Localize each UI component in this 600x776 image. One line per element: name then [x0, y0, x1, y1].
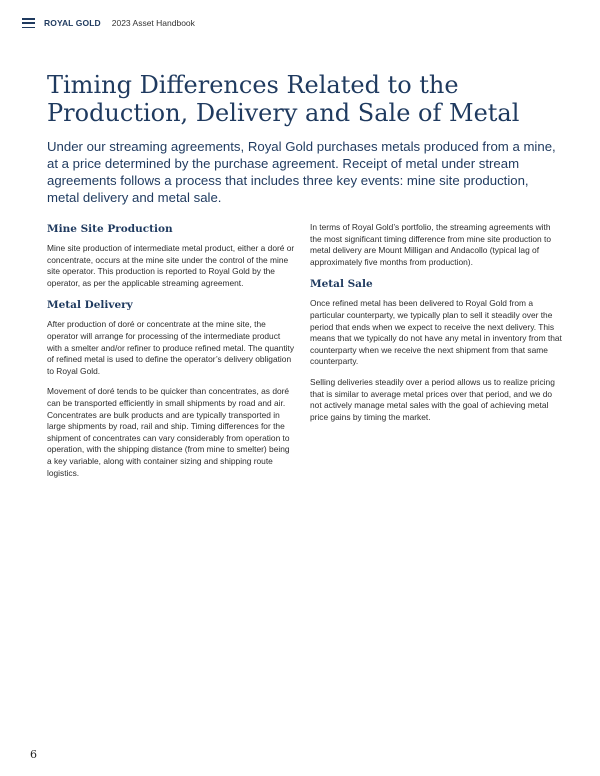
mine-site-production-paragraph: Mine site production of intermediate metal product, either a doré or concentrate, occurs at the mine site under the control of the mine site operator. This production is reported to Royal Gold by the operator, as per the applicable streaming agreement.: [47, 243, 295, 288]
left-column: [47, 222, 295, 488]
page-title: Timing Differences Related to the Production, Delivery and Sale of Metal: [47, 71, 520, 127]
header-bar: [22, 16, 195, 30]
section-heading-metal-sale: Metal Sale: [310, 278, 373, 291]
intro-paragraph: Under our streaming agreements, Royal Gold purchases metals produced from a mine, at a price determined by the purchase agreement. Receipt of metal under stream agreements follows a process that includes three key events: mine site production, metal delivery and metal sale.: [47, 139, 556, 205]
metal-delivery-paragraph-1: After production of doré or concentrate at the mine site, the operator will arrange for processing of the intermediate product with a smelter and/or refiner to produce refined metal. The quantity of refined metal is used to define the operator’s delivery obligation to Royal Gold.: [47, 319, 295, 376]
metal-sale-paragraph-2: Selling deliveries steadily over a period allows us to realize pricing that is similar to average metal prices over that period, and we do not actively manage metal sales with the goal of achieving metal price gains by timing the market.: [310, 376, 555, 422]
metal-delivery-paragraph-2: Movement of doré tends to be quicker than concentrates, as doré can be transported efficiently in small shipments by road and air. Concentrates are bulk products and are typically transported in large shipments by road, rail and ship. Timing differences for the shipment of concentrates can vary considerably from operation to operation, with the shipping distance (from mine to smelter) being a key variable, along with container sizing and shipping route logistics.: [47, 386, 290, 478]
section-heading-mine-site-production: Mine Site Production: [47, 223, 173, 235]
hamburger-menu-icon[interactable]: [22, 18, 35, 28]
portfolio-paragraph: In terms of Royal Gold’s portfolio, the streaming agreements with the most significant timing difference from mine site production to metal delivery are Mount Milligan and Andacollo (typical lag of approximately five months from production).: [310, 222, 551, 267]
brand-name: ROYAL GOLD: [44, 18, 101, 28]
page-number: 6: [30, 748, 37, 761]
right-column: [310, 222, 562, 432]
document-title: 2023 Asset Handbook: [111, 18, 195, 28]
section-heading-metal-delivery: Metal Delivery: [47, 299, 133, 312]
metal-sale-paragraph-1: Once refined metal has been delivered to Royal Gold from a particular counterparty, we typically plan to sell it steadily over the period that ends when we expect to receive the next delivery. This means that we typically do not have any metal in inventory from that counterparty when we receive the next shipment from that same counterparty.: [310, 298, 562, 367]
